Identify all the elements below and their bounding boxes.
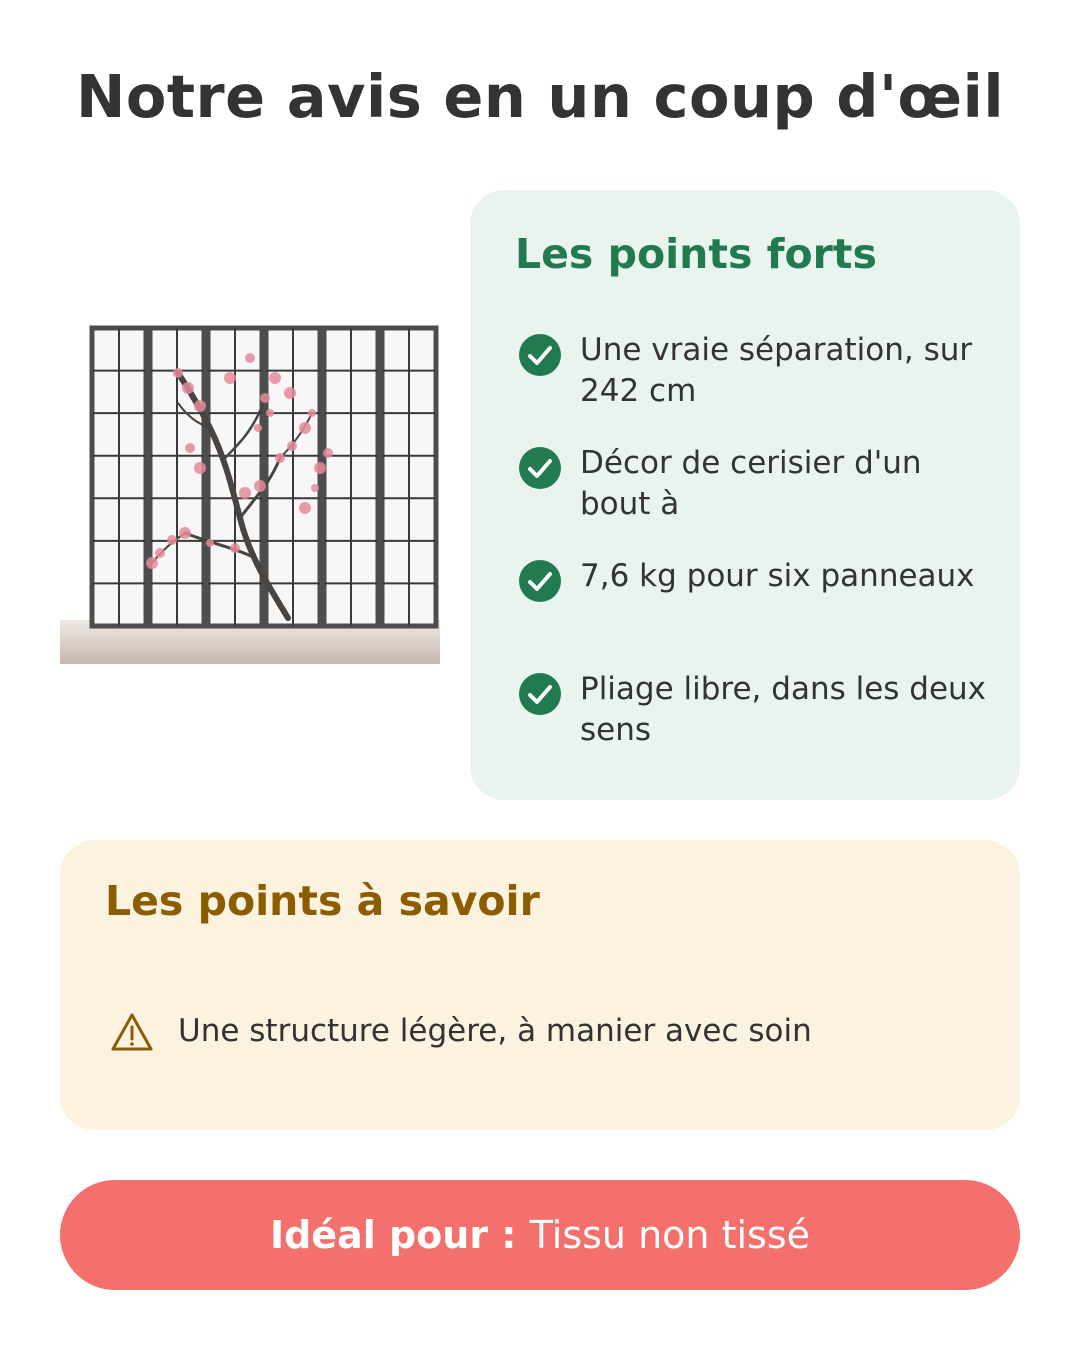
blossom bbox=[311, 484, 319, 492]
check-circle-icon bbox=[518, 559, 562, 603]
check-circle-icon bbox=[518, 446, 562, 490]
blossom bbox=[194, 400, 206, 412]
blossom bbox=[245, 353, 255, 363]
blossom bbox=[323, 448, 333, 458]
ideal-for-banner bbox=[60, 1180, 1020, 1290]
caution-text: Une structure légère, à manier avec soin bbox=[178, 1013, 812, 1049]
blossom bbox=[179, 527, 191, 539]
ideal-label: Idéal pour : bbox=[269, 1213, 517, 1257]
check-circle-icon bbox=[518, 672, 562, 716]
strength-text: Une vraie séparation, sur 242 cm bbox=[580, 332, 973, 409]
strength-item bbox=[518, 333, 988, 423]
blossom bbox=[260, 393, 270, 403]
strength-item bbox=[518, 559, 988, 649]
blossom bbox=[299, 502, 311, 514]
blossom bbox=[284, 387, 296, 399]
ideal-value: Tissu non tissé bbox=[529, 1213, 811, 1257]
strengths-card bbox=[470, 190, 1020, 800]
blossom bbox=[230, 543, 240, 553]
page-title: Notre avis en un coup d'œil bbox=[75, 62, 1005, 131]
blossom bbox=[254, 480, 266, 492]
blossom bbox=[239, 487, 251, 499]
blossom bbox=[167, 535, 177, 545]
cautions-title: Les points à savoir bbox=[105, 877, 540, 925]
warning-triangle-icon bbox=[110, 1012, 154, 1052]
blossom bbox=[287, 441, 297, 451]
strength-text: Pliage libre, dans les deux sens bbox=[580, 671, 987, 748]
blossom bbox=[299, 422, 311, 434]
blossom bbox=[275, 453, 285, 463]
blossom bbox=[254, 424, 262, 432]
blossom bbox=[314, 462, 326, 474]
blossom bbox=[308, 409, 316, 417]
blossom bbox=[224, 372, 236, 384]
blossom bbox=[185, 443, 195, 453]
caution-item bbox=[110, 1012, 970, 1056]
blossom bbox=[194, 462, 206, 474]
strength-text: Décor de cerisier d'un bout à bbox=[580, 445, 922, 522]
strength-item bbox=[518, 672, 988, 762]
blossom bbox=[266, 409, 274, 417]
blossom bbox=[269, 372, 281, 384]
product-image bbox=[60, 318, 440, 664]
strength-item bbox=[518, 446, 988, 536]
folding-screen-illustration bbox=[60, 318, 440, 664]
blossom bbox=[146, 557, 158, 569]
strength-text: 7,6 kg pour six panneaux bbox=[580, 558, 975, 594]
blossom bbox=[155, 548, 165, 558]
blossom bbox=[206, 539, 214, 547]
strengths-title: Les points forts bbox=[515, 230, 877, 278]
cautions-card bbox=[60, 840, 1020, 1130]
blossom bbox=[182, 382, 194, 394]
blossom bbox=[173, 368, 183, 378]
check-circle-icon bbox=[518, 333, 562, 377]
